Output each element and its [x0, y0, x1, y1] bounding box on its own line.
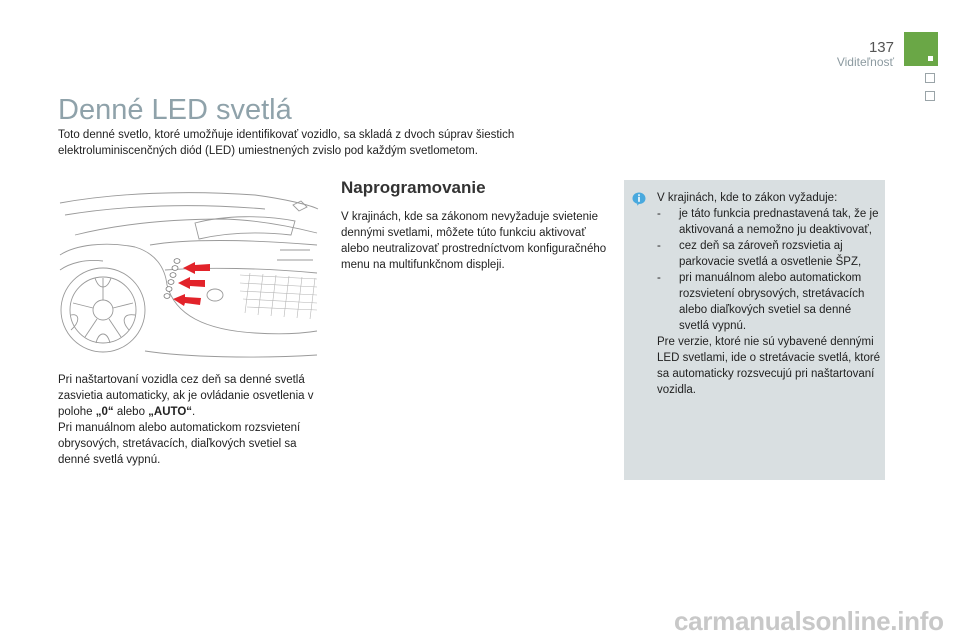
position-auto-label: „AUTO“	[148, 406, 193, 418]
info-item-text: je táto funkcia prednastavená tak, že je aktivovaná a nemožno ju deaktivovať,	[679, 208, 879, 236]
info-outro: Pre verzie, ktoré nie sú vybavené dennými LED svetlami, ide o stretávacie svetlá, ktoré sa automaticky rozsvecujú pri naštartovaní vozidla.	[657, 336, 881, 396]
auto-text-part: alebo	[113, 406, 149, 418]
page-number: 137	[868, 39, 894, 56]
section-tab-active[interactable]	[904, 32, 938, 66]
info-icon	[632, 192, 646, 206]
info-item-text: pri manuálnom alebo automatickom rozsvietení obrysových, stretávacích alebo diaľkových svetiel sa denné svetlá vypnú.	[679, 272, 865, 332]
info-list-item	[657, 270, 882, 334]
programming-heading: Naprogramovanie	[341, 178, 486, 197]
list-dash: -	[657, 272, 661, 284]
info-item-text: cez deň sa zároveň rozsvietia aj parkovacie svetlá a osvetlenie ŠPZ,	[679, 240, 862, 268]
car-front-illustration	[55, 175, 320, 365]
auto-text-part: Pri naštartovaní vozidla cez deň sa denné svetlá zasvietia automaticky, ak je ovládanie osvetlenia v polohe	[58, 374, 314, 418]
info-box	[624, 180, 885, 480]
tab-marker-icon	[928, 56, 933, 61]
intro-text: Toto denné svetlo, ktoré umožňuje identifikovať vozidlo, sa skladá z dvoch súprav šiestich elektroluminiscenčných diód (LED) umiestnených zvislo pod každým svetlometom.	[58, 129, 515, 157]
position-zero-label: „0“	[95, 406, 114, 418]
section-tab[interactable]	[925, 73, 935, 83]
manual-switch-off-text: Pri manuálnom alebo automatickom rozsvietení obrysových, stretávacích, diaľkových svetiel sa denné svetlá vypnú.	[58, 422, 301, 466]
info-list-item	[657, 238, 882, 270]
auto-activation-text	[58, 372, 328, 468]
section-tab[interactable]	[925, 91, 935, 101]
info-intro: V krajinách, kde to zákon vyžaduje:	[657, 192, 838, 204]
info-list-item	[657, 206, 882, 238]
page-title: Denné LED svetlá	[58, 94, 292, 126]
auto-text-part: .	[192, 406, 196, 418]
watermark: carmanualsonline.info	[674, 606, 944, 636]
list-dash: -	[657, 208, 661, 220]
programming-text: V krajinách, kde sa zákonom nevyžaduje svietenie dennými svetlami, môžete túto funkciu aktivovať alebo neutralizovať prostredníctvom konfiguračného menu na multifunkčnom displeji.	[341, 211, 607, 271]
section-label: Viditeľnosť	[836, 55, 894, 69]
list-dash: -	[657, 240, 661, 252]
